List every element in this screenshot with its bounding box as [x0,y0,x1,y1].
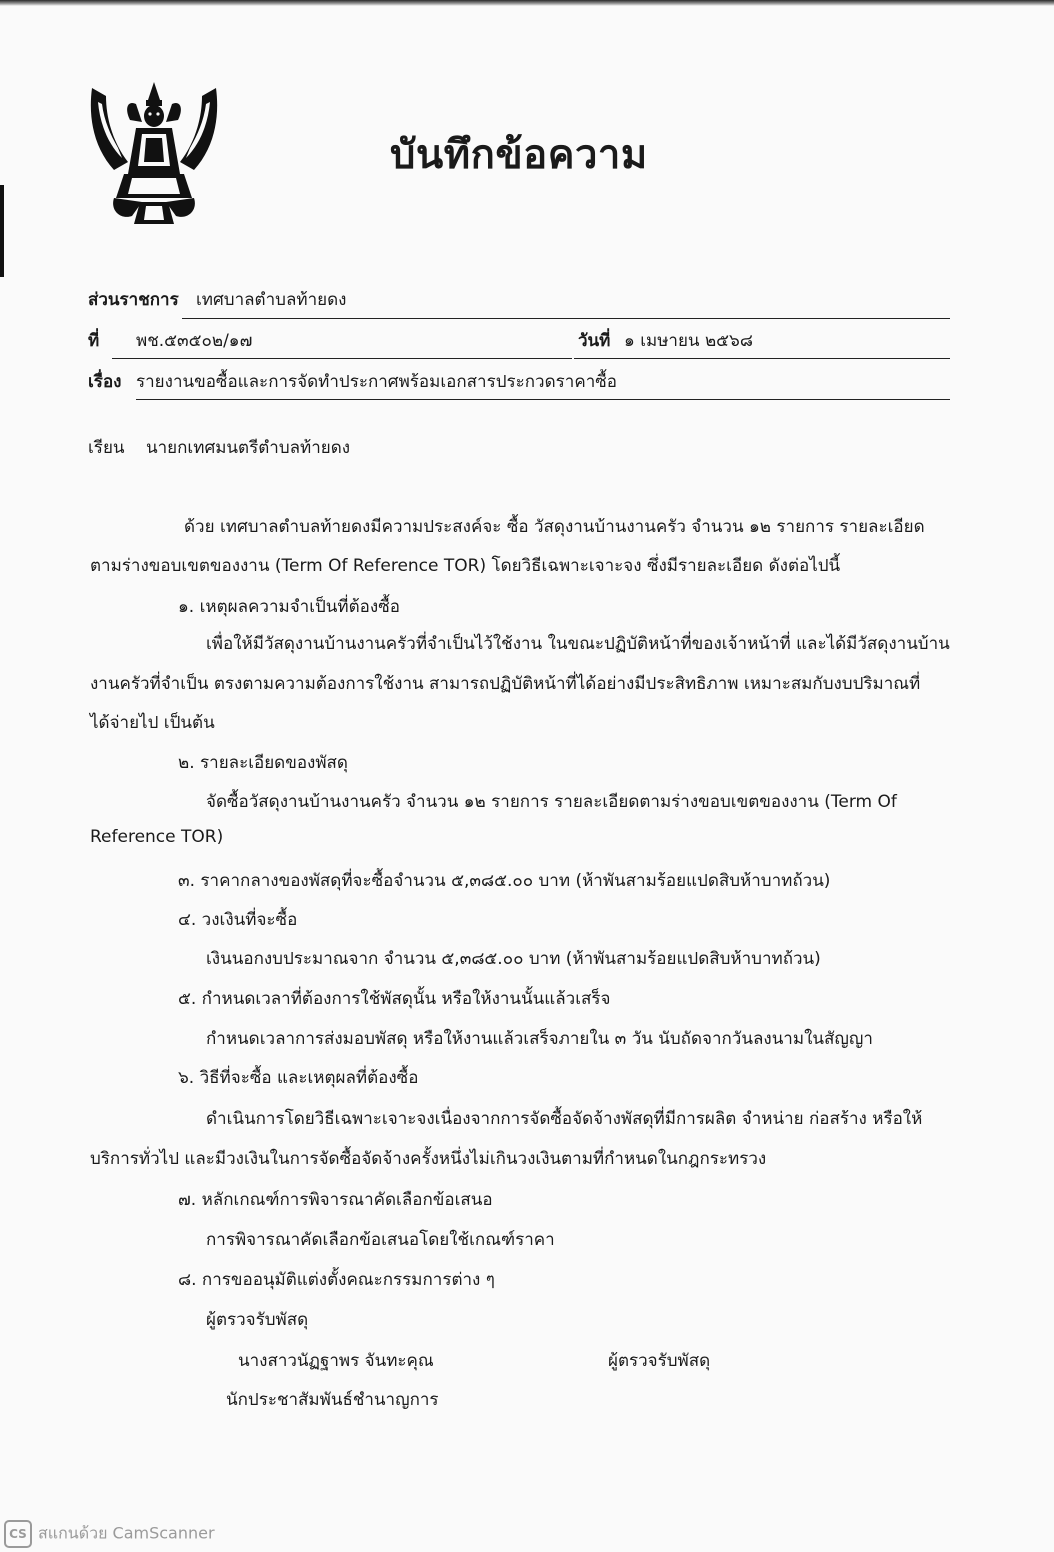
section-7-line-1: การพิจารณาคัดเลือกข้อเสนอโดยใช้เกณฑ์ราคา [206,1230,555,1250]
section-7-heading: ๗. หลักเกณฑ์การพิจารณาคัดเลือกข้อเสนอ [178,1190,493,1210]
scan-left-edge [0,185,4,277]
memo-title: บันทึกข้อความ [390,132,648,178]
section-2-line-2: Reference TOR) [90,827,224,847]
section-8-heading: ๘. การขออนุมัติแต่งตั้งคณะกรรมการต่าง ๆ [178,1270,495,1290]
date-underline [574,358,950,359]
agency-label: ส่วนราชการ [88,290,179,310]
inspector-role: ผู้ตรวจรับพัสดุ [608,1351,711,1371]
agency-underline [182,318,950,319]
section-8-subheading: ผู้ตรวจรับพัสดุ [206,1310,309,1330]
ref-value: พช.๕๓๕๐๒/๑๗ [136,331,253,351]
ref-label: ที่ [88,331,100,351]
section-6-line-2: บริการทั่วไป และมีวงเงินในการจัดซื้อจัดจ้างครั้งหนึ่งไม่เกินวงเงินตามที่กำหนดในกฎกระทรวง [90,1149,767,1169]
inspector-position: นักประชาสัมพันธ์ชำนาญการ [226,1390,439,1410]
section-5-line-1: กำหนดเวลาการส่งมอบพัสดุ หรือให้งานแล้วเสร็จภายใน ๓ วัน นับถัดจากวันลงนามในสัญญา [206,1029,873,1049]
camscanner-text: สแกนด้วย CamScanner [38,1523,215,1543]
section-4-heading: ๔. วงเงินที่จะซื้อ [178,910,298,930]
section-4-line-1: เงินนอกงบประมาณจาก จำนวน ๕,๓๘๕.๐๐ บาท (ห้าพันสามร้อยแปดสิบห้าบาทถ้วน) [206,949,821,969]
section-1-heading: ๑. เหตุผลความจำเป็นที่ต้องซื้อ [178,597,400,617]
inspector-name: นางสาวนัฏฐาพร จันทะคุณ [238,1351,434,1371]
section-6-line-1: ดำเนินการโดยวิธีเฉพาะเจาะจงเนื่องจากการจัดซื้อจัดจ้างพัสดุที่มีการผลิต จำหน่าย ก่อสร้าง หรือให้ [206,1109,923,1129]
section-1-line-2: งานครัวที่จำเป็น ตรงตามความต้องการใช้งาน สามารถปฏิบัติหน้าที่ได้อย่างมีประสิทธิภาพ เหมาะสมกับงบปริมาณที่ [90,674,921,694]
intro-line-2: ตามร่างขอบเขตของงาน (Term Of Reference TOR) โดยวิธีเฉพาะเจาะจง ซึ่งมีรายละเอียด ดังต่อไปนี้ [90,556,841,576]
section-3-heading: ๓. ราคากลางของพัสดุที่จะซื้อจำนวน ๕,๓๘๕.๐๐ บาท (ห้าพันสามร้อยแปดสิบห้าบาทถ้วน) [178,871,831,891]
section-2-line-1: จัดซื้อวัสดุงานบ้านงานครัว จำนวน ๑๒ รายการ รายละเอียดตามร่างขอบเขตของงาน (Term Of [206,792,897,812]
subject-value: รายงานขอซื้อและการจัดทำประกาศพร้อมเอกสารประกวดราคาซื้อ [136,372,617,392]
camscanner-watermark [4,1520,215,1548]
camscanner-logo-icon: CS [4,1520,32,1548]
garuda-emblem [84,78,224,228]
subject-label: เรื่อง [88,372,122,392]
ref-underline [112,358,572,359]
agency-value: เทศบาลตำบลท้ายดง [196,290,347,310]
section-1-line-1: เพื่อให้มีวัสดุงานบ้านงานครัวที่จำเป็นไว้ใช้งาน ในขณะปฏิบัติหน้าที่ของเจ้าหน้าที่ และได้มีวัสดุงานบ้าน [206,634,950,654]
section-1-line-3: ได้จ่ายไป เป็นต้น [90,713,215,733]
subject-underline [136,399,950,400]
to-value: นายกเทศมนตรีตำบลท้ายดง [146,438,351,458]
section-2-heading: ๒. รายละเอียดของพัสดุ [178,753,348,773]
section-6-heading: ๖. วิธีที่จะซื้อ และเหตุผลที่ต้องซื้อ [178,1068,419,1088]
section-5-heading: ๕. กำหนดเวลาที่ต้องการใช้พัสดุนั้น หรือให้งานนั้นแล้วเสร็จ [178,989,611,1009]
intro-line-1: ด้วย เทศบาลตำบลท้ายดงมีความประสงค์จะ ซื้อ วัสดุงานบ้านงานครัว จำนวน ๑๒ รายการ รายละเอียด [184,517,925,537]
date-label: วันที่ [578,331,611,351]
scan-top-edge [0,0,1054,6]
to-label: เรียน [88,438,125,458]
date-value: ๑ เมษายน ๒๕๖๘ [624,331,753,351]
